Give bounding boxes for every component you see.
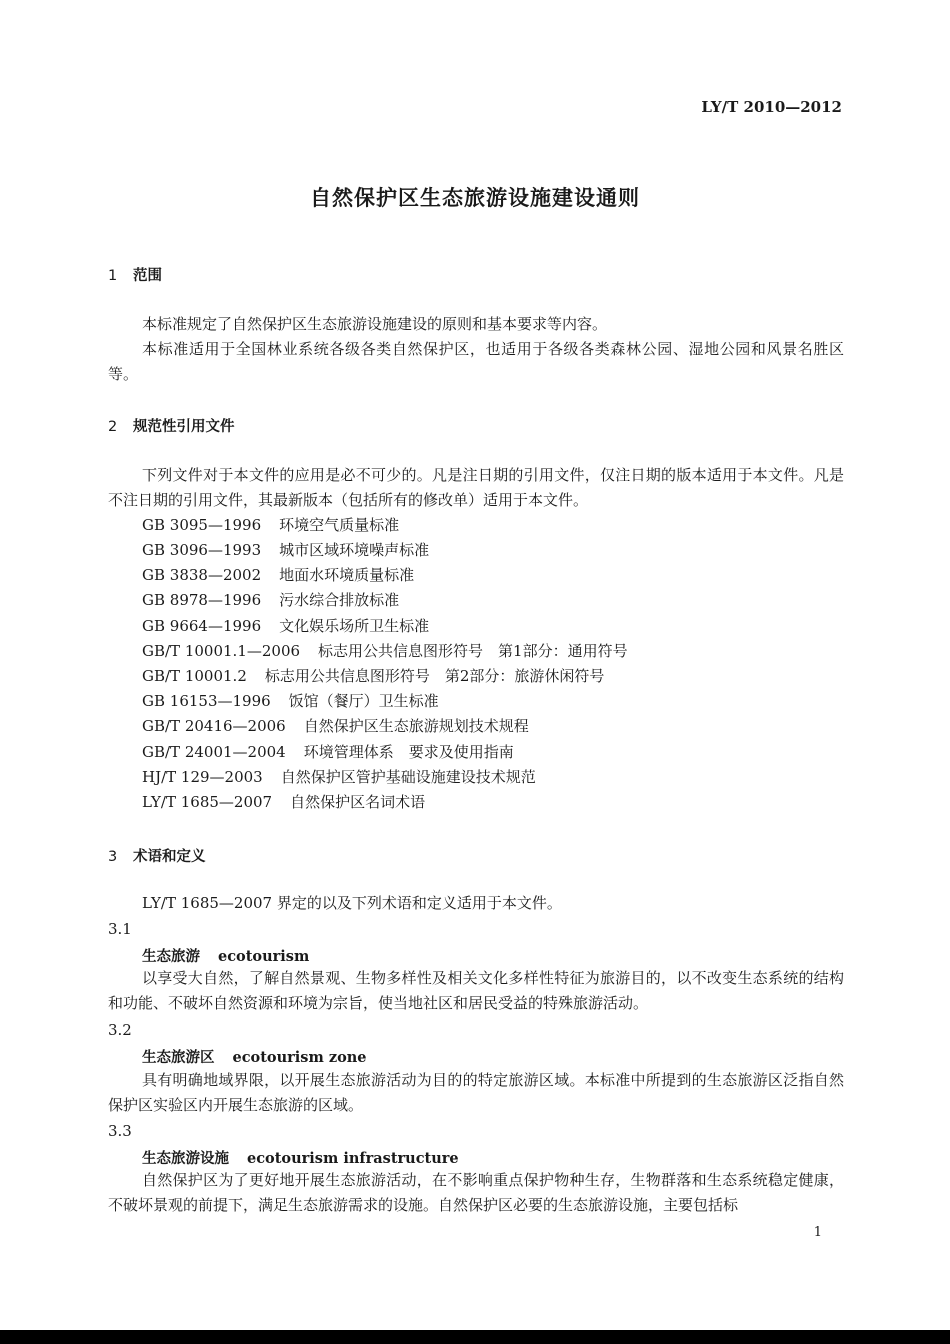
reference-code: GB 3838—2002 [142, 566, 262, 584]
standard-code: LY/T 2010—2012 [701, 98, 842, 116]
section-heading-3 [108, 845, 206, 866]
term-number: 3.2 [108, 1021, 132, 1039]
term-definition: 具有明确地域界限，以开展生态旅游活动为目的的特定旅游区域。本标准中所提到的生态旅游区泛指自然保护区实验区内开展生态旅游的区域。 [108, 1071, 844, 1115]
reference-code: GB 16153—1996 [142, 692, 271, 710]
term-zh: 生态旅游区 [142, 1050, 215, 1066]
page-number: 1 [813, 1225, 822, 1240]
term-en: ecotourism zone [232, 1049, 367, 1066]
reference-name: 环境管理体系 要求及使用指南 [303, 743, 514, 761]
term-heading [142, 1147, 459, 1168]
term-zh: 生态旅游设施 [142, 1151, 229, 1167]
reference-item [142, 689, 439, 714]
reference-name: 地面水环境质量标准 [279, 566, 415, 584]
reference-item [142, 714, 529, 739]
term-definition: 自然保护区为了更好地开展生态旅游活动，在不影响重点保护物种生存，生物群落和生态系统稳定健康，不破坏景观的前提下，满足生态旅游需求的设施。自然保护区必要的生态旅游设施，主要包括标 [108, 1171, 844, 1215]
reference-name: 标志用公共信息图形符号 第1部分：通用符号 [318, 642, 628, 660]
reference-item [142, 614, 429, 639]
reference-code: HJ/T 129—2003 [142, 768, 263, 786]
reference-name: 自然保护区名词术语 [290, 793, 426, 811]
term-number: 3.1 [108, 920, 132, 938]
reference-name: 自然保护区生态旅游规划技术规程 [303, 717, 529, 735]
paragraph: LY/T 1685—2007 界定的以及下列术语和定义适用于本文件。 [142, 894, 562, 912]
term-definition: 以享受大自然，了解自然景观、生物多样性及相关文化多样性特征为旅游目的，以不改变生态系统的结构和功能、不破坏自然资源和环境为宗旨，使当地社区和居民受益的特殊旅游活动。 [108, 969, 844, 1013]
section-title: 规范性引用文件 [133, 419, 235, 435]
reference-item [142, 538, 429, 563]
reference-item [142, 740, 514, 765]
section-number: 3 [108, 849, 118, 865]
reference-code: GB/T 10001.1—2006 [142, 642, 301, 660]
term-number: 3.3 [108, 1122, 132, 1140]
reference-item [142, 664, 604, 689]
section-heading-1 [108, 264, 162, 285]
reference-code: GB 3095—1996 [142, 516, 262, 534]
term-zh: 生态旅游 [142, 949, 200, 965]
reference-code: LY/T 1685—2007 [142, 793, 273, 811]
section-number: 2 [108, 419, 118, 435]
term-en: ecotourism infrastructure [247, 1150, 459, 1167]
section-number: 1 [108, 268, 118, 284]
reference-name: 自然保护区管护基础设施建设技术规范 [280, 768, 536, 786]
section-title: 范围 [133, 268, 162, 284]
reference-item [142, 563, 414, 588]
reference-code: GB/T 20416—2006 [142, 717, 286, 735]
paragraph: 本标准适用于全国林业系统各级各类自然保护区，也适用于各级各类森林公园、湿地公园和风景名胜区等。 [108, 340, 844, 384]
section-heading-2 [108, 415, 235, 436]
reference-item [142, 765, 536, 790]
reference-code: GB 9664—1996 [142, 617, 262, 635]
reference-code: GB/T 10001.2 [142, 667, 247, 685]
document-title: 自然保护区生态旅游设施建设通则 [310, 186, 640, 210]
reference-name: 文化娱乐场所卫生标准 [279, 617, 430, 635]
reference-code: GB/T 24001—2004 [142, 743, 286, 761]
reference-code: GB 3096—1993 [142, 541, 262, 559]
reference-item [142, 513, 399, 538]
reference-name: 饭馆（餐厅）卫生标准 [288, 692, 439, 710]
reference-item [142, 588, 399, 613]
reference-item [142, 790, 425, 815]
term-heading [142, 1046, 367, 1067]
term-en: ecotourism [218, 948, 310, 965]
reference-name: 污水综合排放标准 [279, 591, 400, 609]
section-title: 术语和定义 [133, 849, 206, 865]
reference-code: GB 8978—1996 [142, 591, 262, 609]
paragraph: 本标准规定了自然保护区生态旅游设施建设的原则和基本要求等内容。 [142, 315, 608, 333]
reference-name: 环境空气质量标准 [279, 516, 400, 534]
paragraph: 下列文件对于本文件的应用是必不可少的。凡是注日期的引用文件，仅注日期的版本适用于本文件。凡是不注日期的引用文件，其最新版本（包括所有的修改单）适用于本文件。 [108, 466, 844, 510]
reference-item [142, 639, 628, 664]
bottom-border-bar [0, 1330, 950, 1344]
reference-name: 标志用公共信息图形符号 第2部分：旅游休闲符号 [264, 667, 605, 685]
reference-name: 城市区域环境噪声标准 [279, 541, 430, 559]
term-heading [142, 945, 309, 966]
